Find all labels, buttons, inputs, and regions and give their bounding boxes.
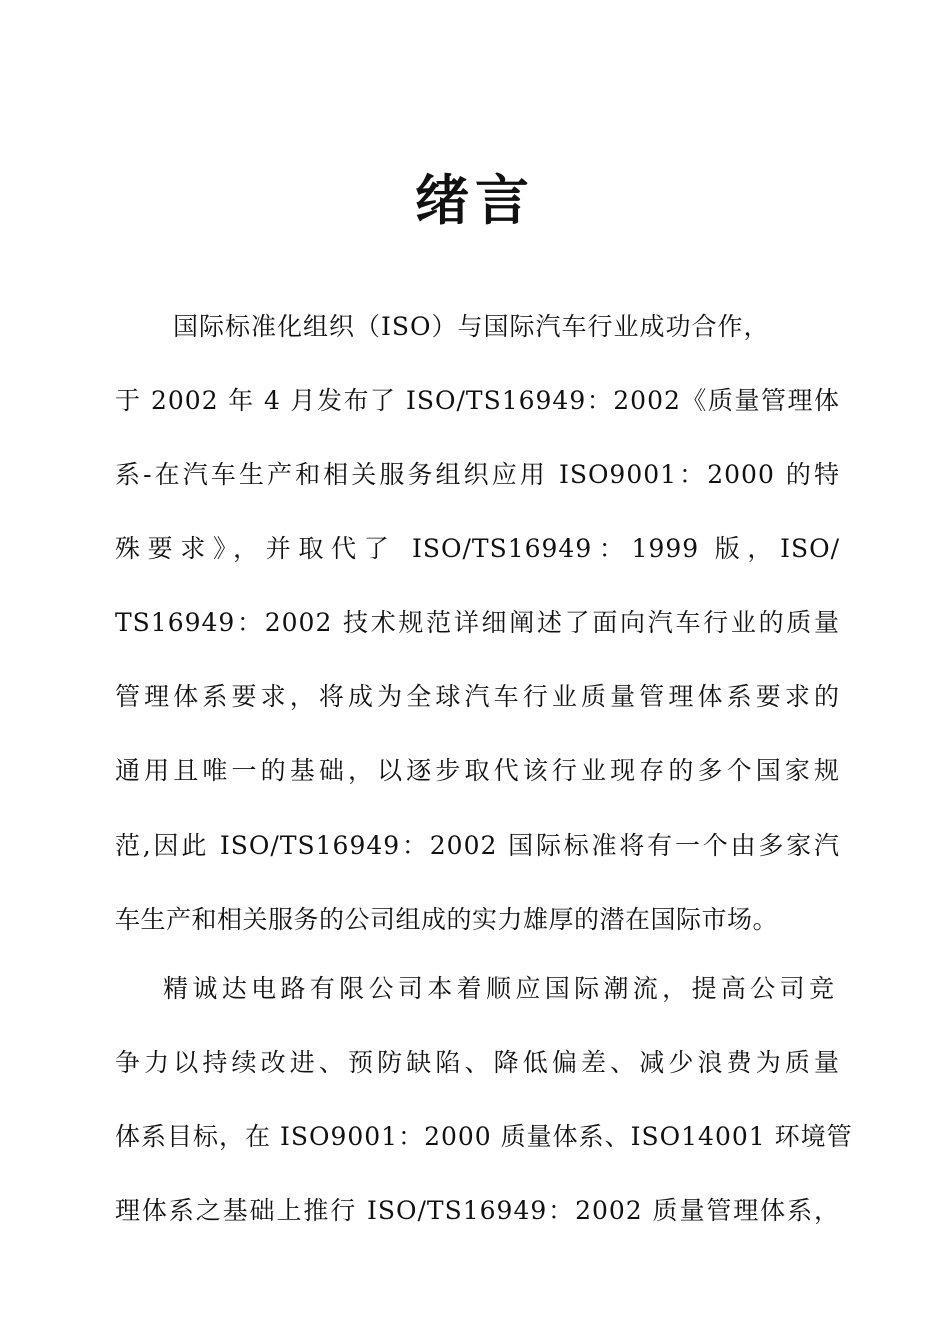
paragraph-line: TS16949：2002 技术规范详细阐述了面向汽车行业的质量 <box>115 608 840 637</box>
paragraph-line: 系-在汽车生产和相关服务组织应用 ISO9001：2000 的特 <box>115 460 840 489</box>
paragraph-line: 范,因此 ISO/TS16949：2002 国际标准将有一个由多家汽 <box>115 831 840 860</box>
paragraph-line: 争力以持续改进、预防缺陷、降低偏差、减少浪费为质量 <box>115 1048 840 1077</box>
paragraph-line: 管理体系要求，将成为全球汽车行业质量管理体系要求的 <box>115 682 840 711</box>
paragraph-line: 殊要求》，并取代了 ISO/TS16949：1999 版，ISO/ <box>115 534 840 563</box>
paragraph-line: 理体系之基础上推行 ISO/TS16949：2002 质量管理体系， <box>115 1196 840 1225</box>
page-title: 绪言 <box>415 168 535 232</box>
paragraph-line: 精诚达电路有限公司本着顺应国际潮流，提高公司竞 <box>163 974 835 1003</box>
paragraph-line: 国际标准化组织（ISO）与国际汽车行业成功合作， <box>173 312 770 341</box>
paragraph-line: 于 2002 年 4 月发布了 ISO/TS16949：2002《质量管理体 <box>115 386 840 415</box>
paragraph-line: 车生产和相关服务的公司组成的实力雄厚的潜在国际市场。 <box>115 905 779 934</box>
paragraph-line: 通用且唯一的基础，以逐步取代该行业现存的多个国家规 <box>115 756 840 785</box>
paragraph-line: 体系目标，在 ISO9001：2000 质量体系、ISO14001 环境管 <box>115 1122 853 1151</box>
